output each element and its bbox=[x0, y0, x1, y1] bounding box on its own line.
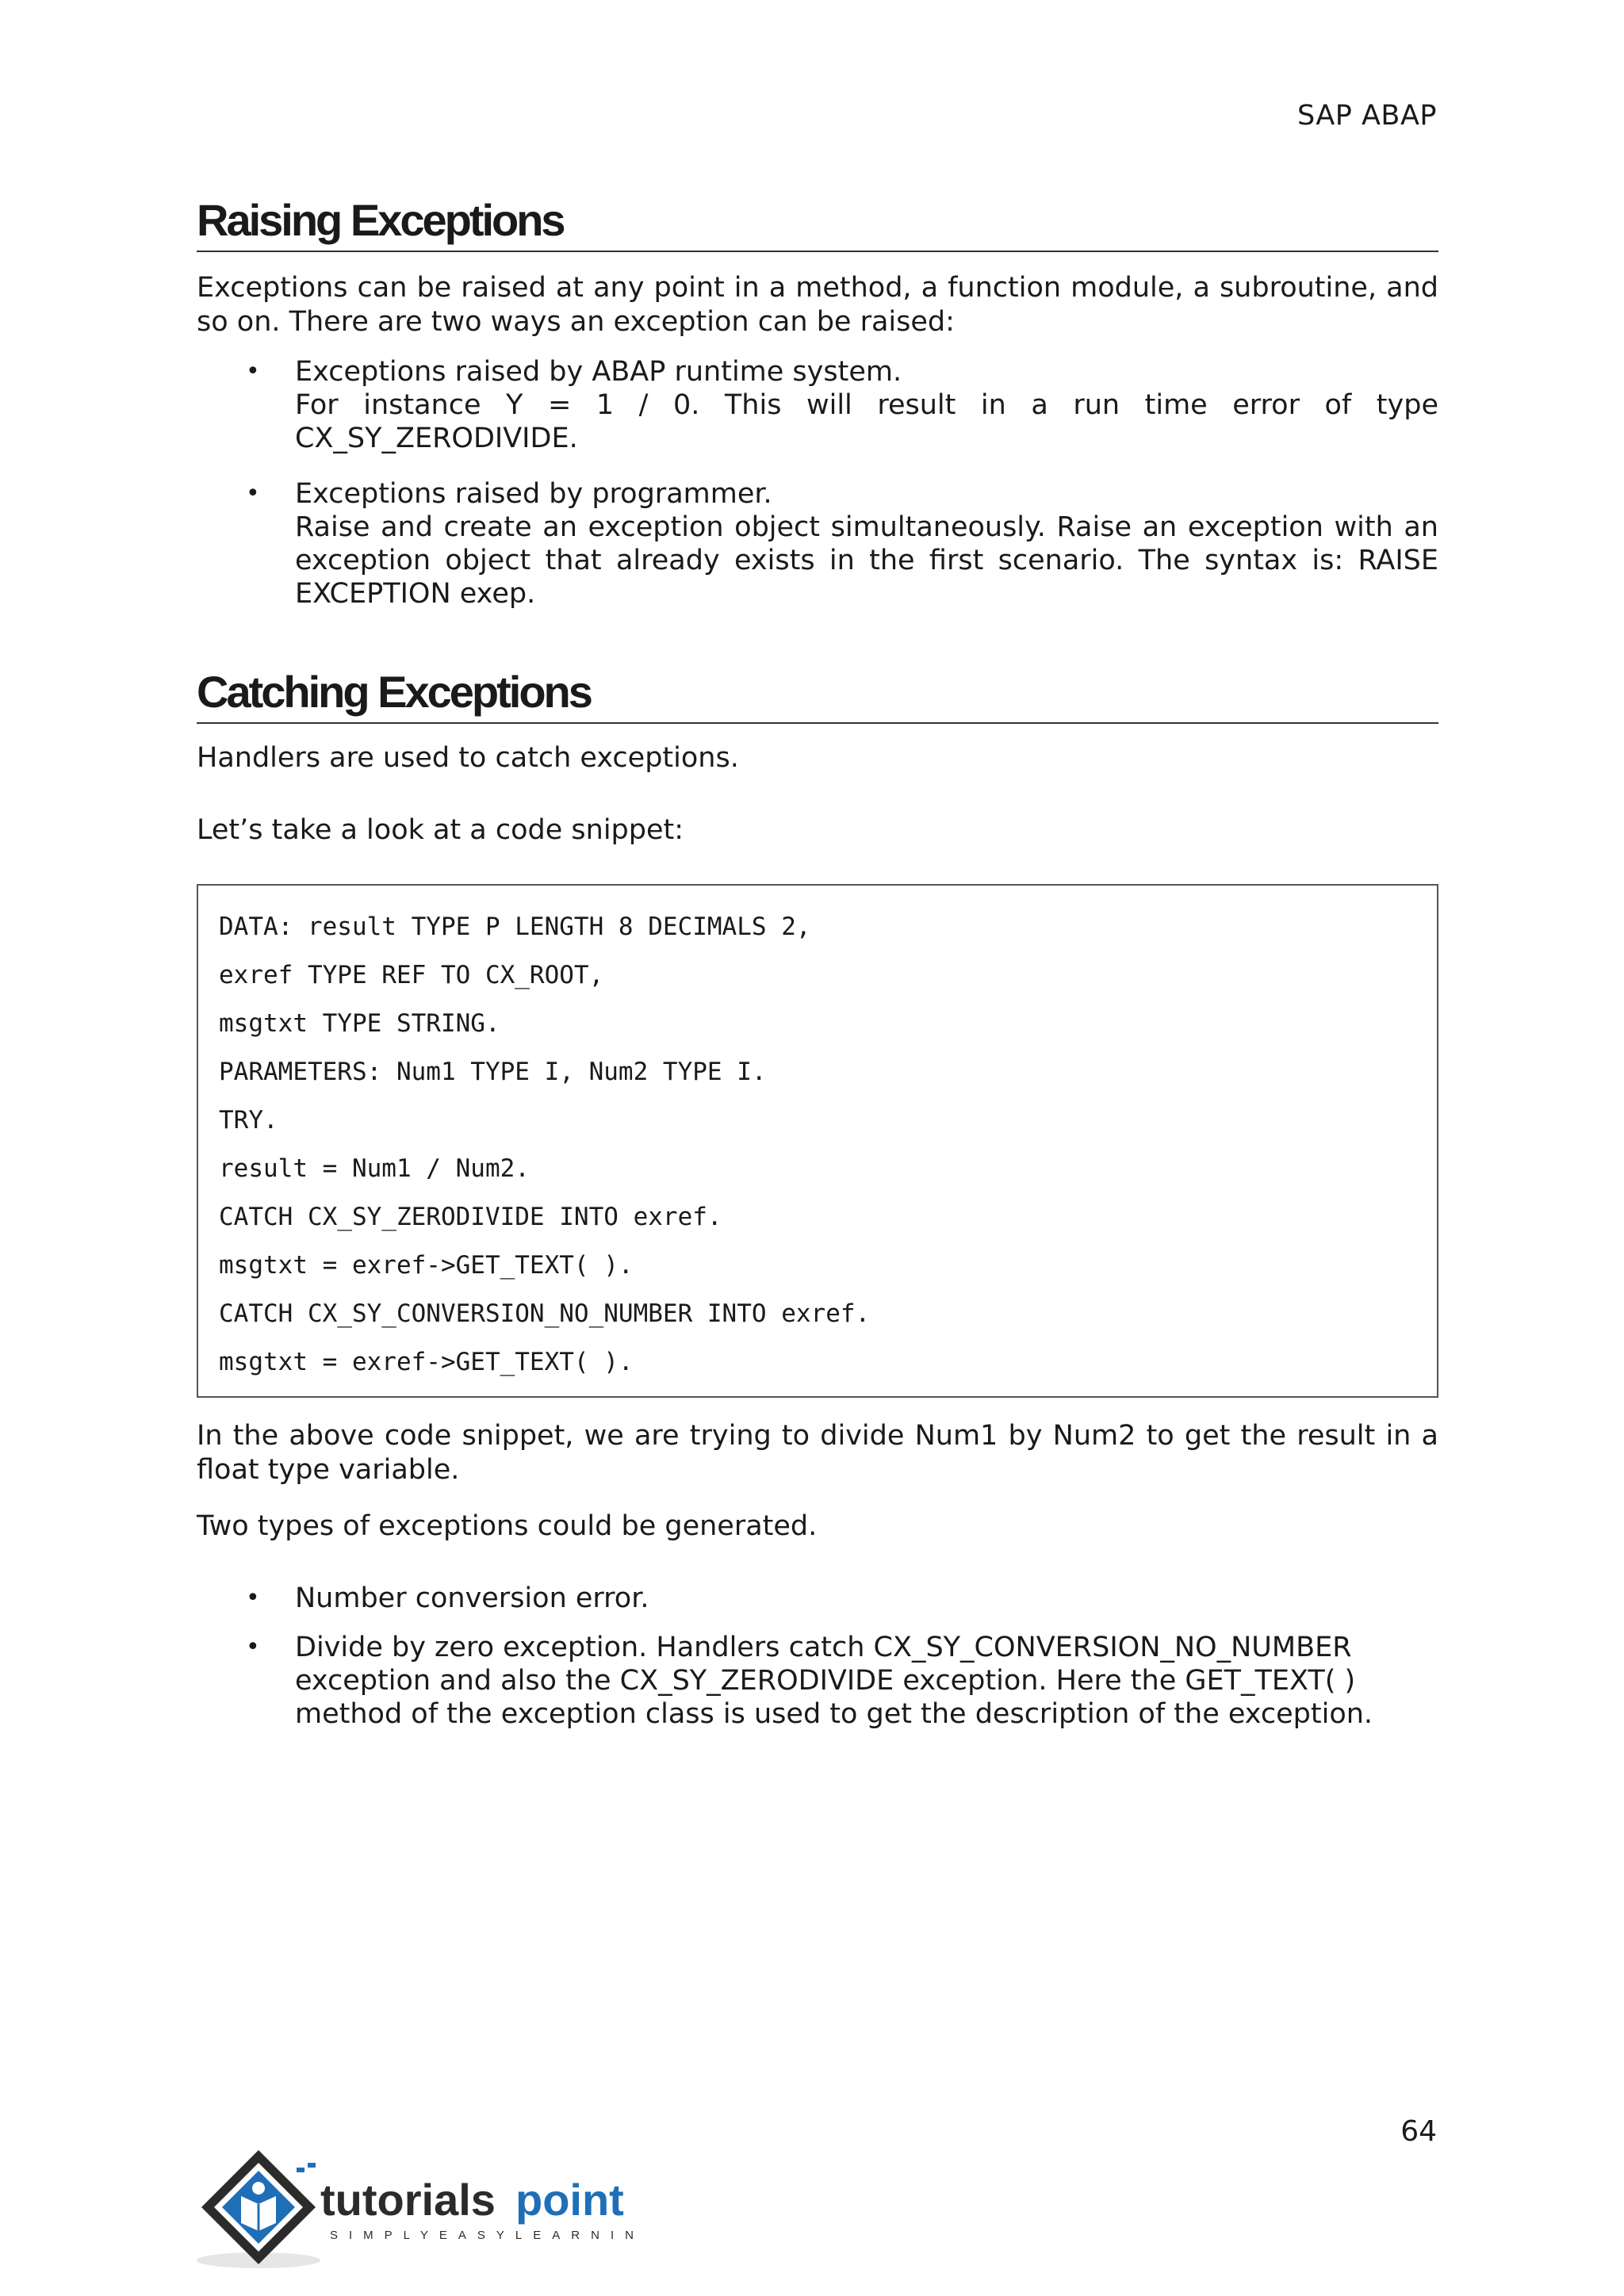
list-item bbox=[197, 1631, 1438, 1731]
exception-types-para: Two types of exceptions could be generated. bbox=[197, 1510, 818, 1542]
code-line: exref TYPE REF TO CX_ROOT, bbox=[219, 961, 604, 989]
bullet-text: Divide by zero exception. Handlers catch CX_SY_CONVERSION_NO_NUMBER exception and also the CX_SY_ZERODIVIDE exception. Here the GET_TEXT( ) method of the exception class is used to get the description of the exception. bbox=[295, 1632, 1373, 1730]
page-number: 64 bbox=[1400, 2115, 1437, 2148]
list-item bbox=[197, 1582, 1438, 1615]
code-line: TRY. bbox=[219, 1106, 278, 1135]
bullet-detail: Raise and create an exception object simultaneously. Raise an exception with an exception object that already exists in the first scenario. The syntax is: RAISE EXCEPTION exep. bbox=[295, 511, 1438, 610]
catching-para-1: Handlers are used to catch exceptions. bbox=[197, 742, 739, 774]
bullet-icon: • bbox=[246, 480, 260, 507]
tutorialspoint-logo bbox=[195, 2145, 639, 2272]
heading-catching-exceptions: Catching Exceptions bbox=[197, 670, 1438, 724]
code-snippet bbox=[197, 884, 1438, 1398]
section-raising bbox=[197, 195, 1438, 610]
code-line: msgtxt = exref->GET_TEXT( ). bbox=[219, 1251, 634, 1280]
code-line: CATCH CX_SY_CONVERSION_NO_NUMBER INTO exref. bbox=[219, 1299, 871, 1328]
logo-word-tutorials: tutorials bbox=[320, 2175, 496, 2225]
catching-para-2: Let’s take a look at a code snippet: bbox=[197, 814, 684, 846]
bullet-icon: • bbox=[246, 1633, 260, 1661]
list-item bbox=[197, 355, 1438, 455]
code-line: msgtxt = exref->GET_TEXT( ). bbox=[219, 1348, 634, 1376]
logo-word-point: point bbox=[515, 2175, 624, 2225]
logo-tagline: SIMPLYEASYLEARNING bbox=[330, 2229, 639, 2242]
running-header: SAP ABAP bbox=[1297, 100, 1437, 132]
bullet-detail: For instance Y = 1 / 0. This will result in a run time error of type CX_SY_ZERODIVIDE. bbox=[295, 389, 1438, 454]
section-explanation bbox=[197, 1419, 1438, 1731]
code-line: DATA: result TYPE P LENGTH 8 DECIMALS 2, bbox=[219, 913, 811, 941]
raising-bullet-list bbox=[197, 355, 1438, 610]
heading-raising-exceptions: Raising Exceptions bbox=[197, 198, 1438, 252]
bullet-icon: • bbox=[246, 1584, 260, 1612]
code-line: msgtxt TYPE STRING. bbox=[219, 1009, 500, 1038]
section-catching bbox=[197, 667, 1438, 848]
bullet-title: Exceptions raised by programmer. bbox=[295, 478, 772, 510]
logo-mark-icon bbox=[195, 2145, 639, 2272]
exception-types-list bbox=[197, 1582, 1438, 1731]
code-line: PARAMETERS: Num1 TYPE I, Num2 TYPE I. bbox=[219, 1058, 767, 1086]
code-line: CATCH CX_SY_ZERODIVIDE INTO exref. bbox=[219, 1203, 722, 1231]
bullet-text: Number conversion error. bbox=[295, 1582, 649, 1614]
explanation-para: In the above code snippet, we are trying to divide Num1 by Num2 to get the result in a float type variable. bbox=[197, 1420, 1438, 1486]
bullet-icon: • bbox=[246, 358, 260, 385]
raising-intro: Exceptions can be raised at any point in a method, a function module, a subroutine, and so on. There are two ways an exception can be raised: bbox=[197, 272, 1438, 338]
bullet-title: Exceptions raised by ABAP runtime system. bbox=[295, 356, 902, 388]
code-line: result = Num1 / Num2. bbox=[219, 1154, 530, 1183]
list-item bbox=[197, 477, 1438, 610]
